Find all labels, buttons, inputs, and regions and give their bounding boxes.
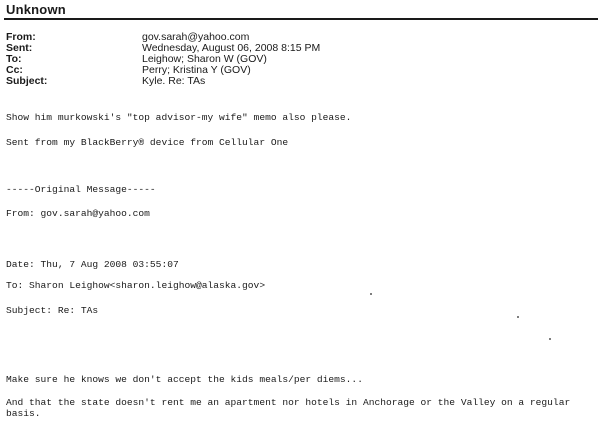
header-subject-value: Kyle. Re: TAs — [142, 75, 206, 87]
email-headers — [6, 32, 320, 87]
original-date: Date: Thu, 7 Aug 2008 03:55:07 — [6, 259, 179, 270]
body-paragraph-housing: And that the state doesn't rent me an apartment nor hotels in Anchorage or the Valley on a regular basis. — [6, 397, 571, 419]
body-line-request: Show him murkowski's "top advisor-my wife" memo also please. — [6, 112, 352, 123]
header-cc-label: Cc: — [6, 64, 23, 76]
header-sent-value: Wednesday, August 06, 2008 8:15 PM — [142, 42, 321, 54]
header-cc-value: Perry; Kristina Y (GOV) — [142, 64, 251, 76]
body-paragraph-meals: Make sure he knows we don't accept the kids meals/per diems... — [6, 374, 363, 385]
original-message-marker: -----Original Message----- — [6, 184, 156, 195]
original-from: From: gov.sarah@yahoo.com — [6, 208, 150, 219]
document-title: Unknown — [6, 2, 66, 17]
scan-speck — [549, 338, 551, 340]
original-to: To: Sharon Leighow<sharon.leighow@alaska.gov> — [6, 280, 266, 291]
scan-speck — [517, 316, 519, 318]
header-to-value: Leighow; Sharon W (GOV) — [142, 53, 267, 65]
header-sent-label: Sent: — [6, 42, 33, 54]
header-to-label: To: — [6, 53, 22, 65]
scan-speck — [370, 293, 372, 295]
original-subject: Subject: Re: TAs — [6, 305, 99, 316]
header-subject-label: Subject: — [6, 75, 48, 87]
body-line-signature: Sent from my BlackBerry® device from Cellular One — [6, 137, 289, 148]
header-from-label: From: — [6, 31, 36, 43]
title-divider — [4, 18, 598, 20]
header-from-value: gov.sarah@yahoo.com — [142, 31, 250, 43]
header-subject — [6, 76, 320, 87]
